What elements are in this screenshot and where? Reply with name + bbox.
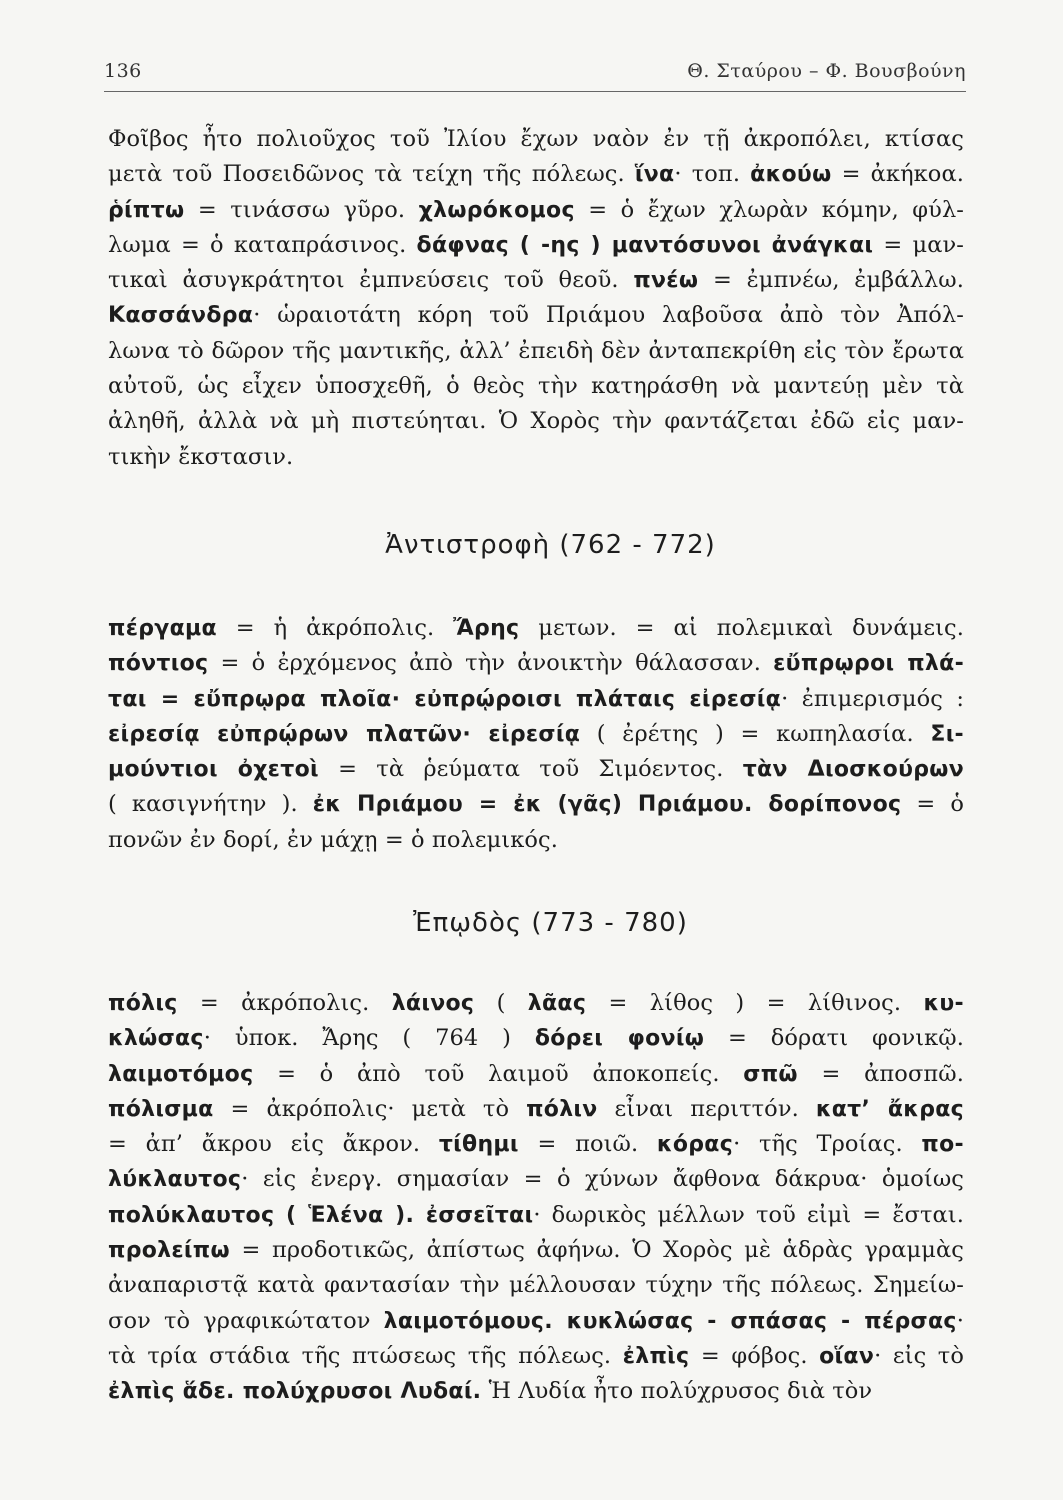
text-line xyxy=(108,122,964,157)
gloss-text: ( ἐρέτης ) = κωπηλασία. xyxy=(580,720,931,747)
lemma-term: πολύκλαυτος ( Ἑλένα ). ἐσσεῖται xyxy=(108,1202,534,1228)
gloss-text: = μαν- xyxy=(873,231,964,258)
text-line xyxy=(108,298,964,333)
text-line xyxy=(108,157,964,192)
gloss-text: τικαὶ ἀσυγκράτητοι ἐμπνεύσεις τοῦ θεοῦ. xyxy=(108,267,634,294)
text-line xyxy=(108,1268,964,1303)
gloss-text: ( κασιγνήτην ). xyxy=(108,791,313,818)
lemma-term: εἰρεσίᾳ εὐπρῴρων πλατῶν· εἰρεσίᾳ xyxy=(108,721,581,747)
text-line xyxy=(108,334,964,369)
text-line xyxy=(108,440,964,475)
text-line xyxy=(108,752,964,787)
gloss-text: = ἀκρόπολις· μετὰ τὸ xyxy=(213,1095,527,1122)
gloss-text: = ὁ ἔχων χλωρὰν κόμην, φύλ- xyxy=(574,196,965,223)
gloss-text: ἀναπαριστᾷ κατὰ φαντασίαν τὴν μέλλουσαν τύχην τῆς πόλεως. Σημείω- xyxy=(108,1272,964,1299)
text-line xyxy=(108,1127,964,1162)
gloss-text: · ὑποκ. Ἄρης ( 764 ) xyxy=(203,1025,535,1052)
lemma-term: λάινος xyxy=(391,991,475,1016)
text-line xyxy=(108,646,964,681)
lemma-term: κυ- xyxy=(923,991,964,1016)
text-line xyxy=(108,1339,964,1374)
section-heading-antistrophe: Ἀντιστροφὴ (762 - 772) xyxy=(385,530,716,560)
lemma-term: λαιμοτόμος xyxy=(108,1061,254,1087)
gloss-text: μετὰ τοῦ Ποσειδῶνος τὰ τείχη τῆς πόλεως. xyxy=(108,161,635,188)
page-number: 136 xyxy=(104,60,142,82)
gloss-text: = ἀκήκοα. xyxy=(831,161,964,188)
lemma-term: πόντιος xyxy=(108,651,209,677)
lemma-term: προλείπω xyxy=(108,1238,230,1264)
lemma-term: πόλιν xyxy=(526,1096,598,1122)
text-line xyxy=(108,228,964,263)
text-line xyxy=(108,611,964,646)
lemma-term: κλώσας xyxy=(108,1026,204,1052)
gloss-text: σον τὸ γραφικώτατον xyxy=(108,1307,384,1334)
gloss-text: = τὰ ῥεύματα τοῦ Σιμόεντος. xyxy=(318,756,743,783)
gloss-text: · εἰς ἐνεργ. σημασίαν = ὁ χύνων ἄφθονα δάκρυα· ὁμοίως xyxy=(241,1166,964,1193)
lemma-term: ἐλπὶς ἅδε. πολύχρυσοι Λυδαί. xyxy=(108,1379,482,1405)
gloss-text: = ἐμπνέω, ἐμβάλλω. xyxy=(698,267,964,294)
text-line xyxy=(108,682,964,717)
lemma-term: ἀκούω xyxy=(750,162,832,188)
gloss-text: = τινάσσω γῦρο. xyxy=(184,196,419,223)
gloss-text: = ἀπ’ ἄκρου εἰς ἄκρον. xyxy=(108,1131,439,1158)
text-line xyxy=(108,1304,964,1339)
gloss-text: εἶναι περιττόν. xyxy=(597,1095,816,1122)
gloss-text: · δωρικὸς μέλλων τοῦ εἰμὶ = ἔσται. xyxy=(533,1201,964,1228)
lemma-term: δόρει φονίῳ xyxy=(534,1026,705,1052)
lemma-term: μούντιοι ὀχετοὶ xyxy=(108,757,319,783)
lemma-term: Κασσάνδρα xyxy=(108,303,254,329)
lemma-term: τὰν Διοσκούρων xyxy=(742,757,964,783)
commentary-paragraph-3 xyxy=(108,986,964,1410)
lemma-term: πο- xyxy=(921,1132,964,1158)
gloss-text: · ἐπιμερισμός : xyxy=(781,685,964,712)
gloss-text: = ποιῶ. xyxy=(518,1131,657,1158)
gloss-text: αὐτοῦ, ὡς εἶχεν ὑποσχεθῆ, ὁ θεὸς τὴν κατηράσθη νὰ μαντεύῃ μὲν τὰ xyxy=(108,373,964,400)
gloss-text: τικὴν ἔκστασιν. xyxy=(108,443,294,470)
gloss-text: = ὁ ἀπὸ τοῦ λαιμοῦ ἀποκοπείς. xyxy=(253,1060,744,1087)
section-heading-epode: Ἐπῳδὸς (773 - 780) xyxy=(413,908,688,938)
lemma-term: Ἄρης xyxy=(453,616,520,641)
lemma-term: δάφνας ( -ης ) μαντόσυνοι ἀνάγκαι xyxy=(416,232,874,258)
text-line xyxy=(108,717,964,752)
lemma-term: ῥίπτω xyxy=(108,197,185,223)
lemma-term: πόλισμα xyxy=(108,1096,214,1122)
gloss-text: λωμα = ὁ καταπράσινος. xyxy=(108,231,417,258)
text-line xyxy=(108,1233,964,1268)
lemma-term: λαιμοτόμους. κυκλώσας - σπάσας - πέρσας xyxy=(383,1308,957,1334)
running-header xyxy=(104,60,966,82)
gloss-text: Φοῖβος ἦτο πολιοῦχος τοῦ Ἰλίου ἔχων ναὸν ἐν τῇ ἀκροπόλει, κτίσας xyxy=(108,126,964,152)
gloss-text: ἀληθῆ, ἀλλὰ νὰ μὴ πιστεύηται. Ὁ Χορὸς τὴν φαντάζεται ἐδῶ εἰς μαν- xyxy=(108,408,964,435)
commentary-paragraph-2 xyxy=(108,611,964,858)
gloss-text: = ὁ xyxy=(901,791,964,818)
lemma-term: ἐκ Πριάμου = ἐκ (γᾶς) Πριάμου. δορίπονος xyxy=(312,792,902,818)
lemma-term: πόλις xyxy=(108,991,178,1016)
gloss-text: = δόρατι φονικῷ. xyxy=(704,1025,965,1052)
gloss-text: = προδοτικῶς, ἀπίστως ἀφήνω. Ὁ Χορὸς μὲ ἁδρὰς γραμμὰς xyxy=(229,1237,964,1264)
header-rule xyxy=(104,91,966,92)
text-line xyxy=(108,1021,964,1056)
lemma-term: κόρας xyxy=(656,1132,734,1158)
gloss-text: ( xyxy=(474,990,528,1016)
gloss-text: = ἀποσπῶ. xyxy=(797,1060,964,1087)
gloss-text: Ἡ Λυδία ἦτο πολύχρυσος διὰ τὸν xyxy=(481,1378,873,1405)
text-line xyxy=(108,1162,964,1197)
lemma-term: ἵνα xyxy=(634,162,675,188)
lemma-term: σπῶ xyxy=(743,1061,798,1087)
lemma-term: ται = εὔπρῳρα πλοῖα· εὐπρῴροισι πλάταις εἰρεσίᾳ xyxy=(108,686,782,712)
gloss-text: = ἀκρόπολις. xyxy=(177,990,392,1016)
gloss-text: · ὡραιοτάτη κόρη τοῦ Πριάμου λαβοῦσα ἀπὸ τὸν Ἀπόλ- xyxy=(253,302,964,329)
gloss-text: λωνα τὸ δῶρον τῆς μαντικῆς, ἀλλ’ ἐπειδὴ δὲν ἀνταπεκρίθη εἰς τὸν ἔρωτα xyxy=(108,337,964,364)
lemma-term: λύκλαυτος xyxy=(108,1167,242,1193)
gloss-text: = φόβος. xyxy=(689,1342,820,1369)
lemma-term: οἵαν xyxy=(819,1343,875,1369)
text-line xyxy=(108,404,964,439)
running-title: Θ. Σταύρου – Φ. Βουσβούνη xyxy=(687,60,966,82)
text-line xyxy=(108,823,964,858)
text-line xyxy=(108,263,964,298)
lemma-term: πνέω xyxy=(633,268,699,294)
text-line xyxy=(108,1092,964,1127)
text-line xyxy=(108,1374,964,1409)
text-line xyxy=(108,1057,964,1092)
gloss-text: · τῆς Τροίας. xyxy=(733,1131,922,1158)
lemma-term: λᾶας xyxy=(527,991,587,1016)
lemma-term: ἐλπὶς xyxy=(622,1343,690,1369)
lemma-term: πέργαμα xyxy=(108,616,217,641)
lemma-term: χλωρόκομος xyxy=(418,197,575,223)
gloss-text: πονῶν ἐν δορί, ἐν μάχῃ = ὁ πολεμικός. xyxy=(108,826,558,853)
text-line xyxy=(108,193,964,228)
lemma-term: εὔπρῳροι πλά- xyxy=(773,651,964,677)
lemma-term: Σι- xyxy=(930,721,964,747)
gloss-text: · τοπ. xyxy=(674,161,751,188)
text-line xyxy=(108,1198,964,1233)
gloss-text: = ἡ ἀκρόπολις. xyxy=(216,615,454,641)
text-line xyxy=(108,986,964,1021)
text-line xyxy=(108,787,964,822)
gloss-text: = ὁ ἐρχόμενος ἀπὸ τὴν ἀνοικτὴν θάλασσαν. xyxy=(208,650,774,677)
gloss-text: = λίθος ) = λίθινος. xyxy=(586,990,924,1016)
gloss-text: μετων. = αἱ πολεμικαὶ δυνάμεις. xyxy=(519,615,964,641)
lemma-term: κατ’ ἄκρας xyxy=(815,1096,964,1122)
commentary-paragraph-1 xyxy=(108,122,964,475)
gloss-text: τὰ τρία στάδια τῆς πτώσεως τῆς πόλεως. xyxy=(108,1342,623,1369)
gloss-text: · εἰς τὸ xyxy=(874,1342,964,1369)
text-line xyxy=(108,369,964,404)
gloss-text: · xyxy=(956,1307,964,1334)
lemma-term: τίθημι xyxy=(438,1132,519,1158)
